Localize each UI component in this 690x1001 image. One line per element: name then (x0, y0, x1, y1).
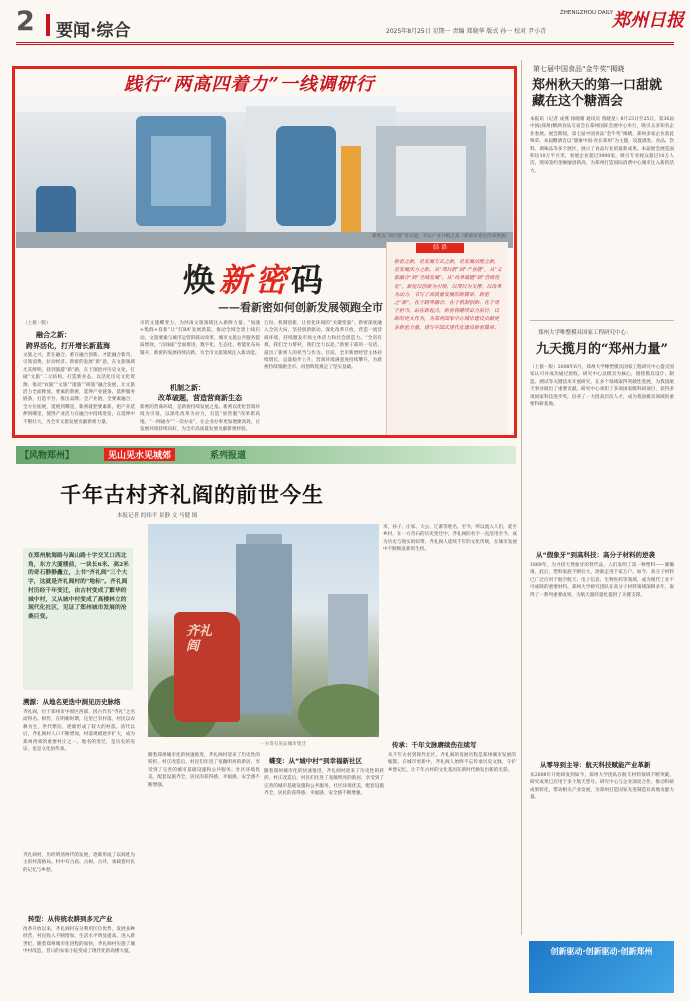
feature-byline: （上接一版） (23, 321, 51, 326)
feature-title (183, 255, 327, 301)
title-middle: 新密 (219, 261, 292, 299)
series-lead: 在郑州航海路与嵩山路十字交叉口西北角，东方大厦楼前，一块长6米、高2米的奇石静静矗立，上书“齐礼阎”三个大字，这就是齐礼阎村的“地标”。齐礼阎村历经千年变迁，由古村变成了繁华的城中村，又从城中村变成了高楼林立的现代化社区，见证了郑州城市发展的沧桑巨变。 (28, 553, 129, 620)
series-column-name: 见山见水见城郊 (104, 448, 175, 461)
series-body3: 随着郑州城市化的快速推进，齐礼阎村迎来了历史性的转折。村庄改造后，村民们住进了宽敞明亮的新居，享受到了完善的城市基础设施和公共服务。社区环境优美，配套设施齐全，居民的获得感、幸福感、安全感不断增强。 (264, 769, 384, 797)
header-accent-bar (46, 14, 50, 36)
conclusion-text: 新密之新，是发展方式之新，是发展动能之新，是发展活力之新。从“项目群”到“产业链”，从“文旅融合”到“全域发展”，从“改革破题”到“营商优化”，新密以创新为引领，以项目为支撑，以改革为动力，书写了高质量发展的新篇章。新密之“新”，在于跨界融合、在于机制创新、在于勇于担当。站在新起点，新密将继续奋力前行，以新的更大作为，为郑州国家中心城市建设贡献更多新密力量，谱写中国式现代化建设新密篇章。 (394, 259, 502, 331)
col2-text: 市的文旅蝶变力，为河南文旅领域注入新鲜力量。“加速+集群+育新”让“打BA”发展新篇，推动全域全景上线启动，文旅要素与城市运营的联动改革，城市文旅公共服务提质增效。“点线面”全面推进，数字化、生态化、智能化布局铺开，新密的发展持续向新，为全市文旅领域注入新动能。 (140, 321, 260, 356)
series-title: 千年古村齐礼阎的前世今生 (60, 482, 324, 507)
series-column-tag: 【风物郑州】 (20, 451, 75, 461)
series-sub1: 溯源：从地名更迭中洞见历史脉络 (23, 698, 121, 706)
series-byline: 本报记者 的伟平 景静 文 马健 图 (117, 513, 198, 519)
series-sub3: 蝶变：从“城中村”到幸福新社区 (269, 757, 363, 765)
factory-photo (16, 96, 513, 248)
story2-sub-b: 从零导到主导：航天科技赋能产业革新 (540, 761, 651, 769)
column-divider (521, 60, 522, 935)
story1-tag: 第七届中国食品“金牛奖”揭晓 (533, 65, 625, 73)
story2-title: 九天揽月的“郑州力量” (536, 342, 668, 357)
date-line: 2025年8月25日 星期一 责编 郑晓华 版式 孙一 校对 尹小青 (386, 28, 547, 35)
col2-heading-2: 改革破题，营造营商新生态 (158, 394, 242, 402)
col2-text-2: 新密的营商环境，是新密持续发展之基。新密以优化营商环境为引领，以深化改革为动力，打造“放管服”改革新高地，“一网通办”“一次办妥”，让企业办事更加便捷高效，让发展环境持续向好，为全市高质量发展贡献新密经验。 (140, 405, 260, 433)
series-band (16, 446, 516, 464)
right-rule (530, 320, 674, 321)
series-column-note: 系列报道 (210, 451, 247, 461)
title-suffix: 码 (291, 261, 328, 299)
page-number: 2 (16, 6, 35, 37)
col1-text: 文旅之兴，贵在融合，难在融合创新。才能融合新奇、引领消费、拉动经济。新密的发展“新”意，在文旅领域尤其鲜明。找到旅游“新”路，在于深挖并历史文化、打破“文旅”二元结构、打造新业态，以活化历史文化资源、推动“农旅”“文旅”“康旅”“研旅”融合发展，让文旅活力全面释放。要素的新密，延伸产业链条，延伸服务链条，打造平台、推出品牌。全产业链，全要素融合，全方位拓展，延展到哪里，新密就把要素新，把产业延伸到哪里，使得产业活力在融合中持续迸发，在延伸中不断壮大，为全市文旅发展贡献新密力量。 (23, 353, 135, 425)
series-mid-text: 随着郑州城市化的快速推进，齐礼阎村迎来了历史性的转折。村庄改造后，村民们住进了宽敞明亮的新居，享受到了完善的城市基础设施和公共服务。社区环境优美，配套设施齐全，居民的获得感、幸福感、安全感不断增强。 (148, 753, 260, 788)
header-rule-2 (16, 44, 674, 45)
col1-heading: 融合之新： (36, 331, 71, 339)
col1-heading-2: 跨界活化，打开增长新蓝海 (26, 342, 110, 350)
story2-sub-a: 从“假象牙”到高科技：高分子材料的逆袭 (536, 551, 656, 559)
story1-title: 郑州秋天的第一口甜就藏在这个糖酒会 (532, 78, 663, 109)
series-right-text: 米，孙子、庄家、大公、辽寨等姓名，至今，所以流入人们，延至乡村，在一方奇石的历史变迁中，齐礼阎的名字一直沿用至今，成为历史与现实的纽带。齐礼阎人延续千年的文化传统，在城市发展中不断焕发新的生机。 (383, 525, 517, 553)
village-photo (148, 524, 379, 737)
story2-text: （上接一版）2008年6月，郑州大学橡塑模具国家工程研究中心提交国家认可并成功通过验收。研究中心以模具为核心，围绕模具设计、制造、测试等关键技术开展研究，在多个领域取得突破性进展，为我国航天事业做出了重要贡献。研究中心承担了多项国家级科研项目，获得多项国家科技进步奖，培养了一大批高层次人才，成为我国模具领域的重要科研基地。 (530, 365, 674, 408)
stone-inscription: 齐礼阎 (186, 624, 213, 654)
series-body1: 齐礼阎，位于郑州市中原区西部，因古代有“齐礼”之名而得名。相传，在明朝时期，这里已有村落，村民以农耕为生，世代繁衍，逐渐形成了较大的村落。清代以后，齐礼阎村人口不断增加，村落规模逐步扩大，成为郑州西郊的重要村庄之一。地名的变迁，是历史的见证，也是文化的传承。 (23, 710, 135, 753)
series-sub4: 传承：千年文脉赓续伤在续写 (392, 741, 477, 749)
village-photo-caption: 一方奇石见证城市变迁 (260, 742, 306, 747)
series-body1b: 齐礼阎村，历经明清两代的发展，逐渐形成了以阎姓为主的村落格局。村中有古庙、古树、古井，承载着村民的记忆与乡愁。 (23, 853, 135, 873)
series-body4: 从千年古村到现代社区，齐礼阎的发展历程是郑州城市发展的缩影。在城市更新中，齐礼阎人始终不忘传承历史文脉，守护乡愁记忆，让千年古村的文化基因在新时代焕发出新的光彩。 (388, 753, 516, 773)
promo-banner-text: 创新驱动·创新驱动·创新郑州 (550, 947, 653, 956)
newspaper-logo: 郑州日报 (612, 10, 684, 31)
story1-text: 本报讯（记者 成燕 徐晓晴 通讯员 鲁晓星）8月23日至25日，第36届中国(郑州)糖酒食品交易会在郑州国际会展中心举行，吸引众多知名企业参展。展会期间，第七届中国食品“金牛奖”揭晓，郑州多家企业获此殊荣。本届糖酒会以“甜蜜中国·食在郑州”为主题，设置酒类、食品、饮料、调味品等多个展区，展示了食品行业的最新成果。本届展会展览面积达10万平方米，参展企业超过3000家，吸引专业观众超过10万人次，现场签约金额屡创新高，为郑州打造国际消费中心城市注入新的活力。 (530, 117, 674, 174)
series-sub2: 转型：从传统农耕到多元产业 (28, 915, 113, 923)
publication-name: ZHENGZHOU DAILY (560, 10, 613, 16)
story2-text-a: 1869年，为寻找天然象牙的替代品，人们发明了第一种塑料——赛璐珞。此后，塑料家族不断壮大，逐渐走进千家万户。如今，高分子材料已广泛应用于航空航天、电子信息、生物医药等领域，成为现代工业不可或缺的重要材料。郑州大学研究团队在高分子材料领域深耕多年，取得了一系列重要成果，为航天器轻量化提供了关键支撑。 (530, 563, 674, 598)
feature-kicker: 践行“两高四着力”一线调研行 (124, 74, 375, 95)
col2-heading: 机制之新： (170, 384, 205, 392)
section-title: 要闻·综合 (56, 21, 131, 41)
photo-caption: 新密以“项目群”育动能，夯实产业升级之基（新密市委宣传部供图） (372, 234, 510, 239)
title-prefix: 焕 (183, 261, 220, 299)
story2-tag: 郑州大学唯整模具国家工程研究中心： (538, 330, 632, 336)
header-rule (16, 42, 674, 43)
col3-text: 万份、机制创新，让优化环境的“关键变量”。新密深度融入全省大局，坚持创新驱动，深化改革开放，营造一流营商环境，持续激发市场主体活力和社会创造力。“全省有难，我们全力帮衬，我们全力以赴。”新密干部的一句话，道出了新密人的担当与作为。目前，全市新增经营主体持续增长，总量稳步上升，营商环境满意度持续攀升，为新密持续领跑全市、再创辉煌奠定了坚实基础。 (264, 321, 382, 371)
feature-subtitle: ——看新密如何创新发展领跑全市 (218, 301, 383, 314)
story2-text-b: 从2008年开始研发到如今，郑州大学团队在航天材料领域不断突破，研究成果已应用于多个航天型号。研究中心与企业深度合作，推动科研成果转化，带动相关产业发展，为郑州打造国家先进制造业高地贡献力量。 (530, 773, 674, 801)
conclusion-title: 结 语 (416, 243, 464, 253)
series-body2: 改革开放以来，齐礼阎村充分利用区位优势，发展多种经营，村民收入不断增加，生活水平明显提高。进入新世纪，随着郑州城市化进程的加快，齐礼阎村实施了城中村改造，昔日的农家小院变成了现代化的高楼大厦。 (23, 927, 135, 955)
